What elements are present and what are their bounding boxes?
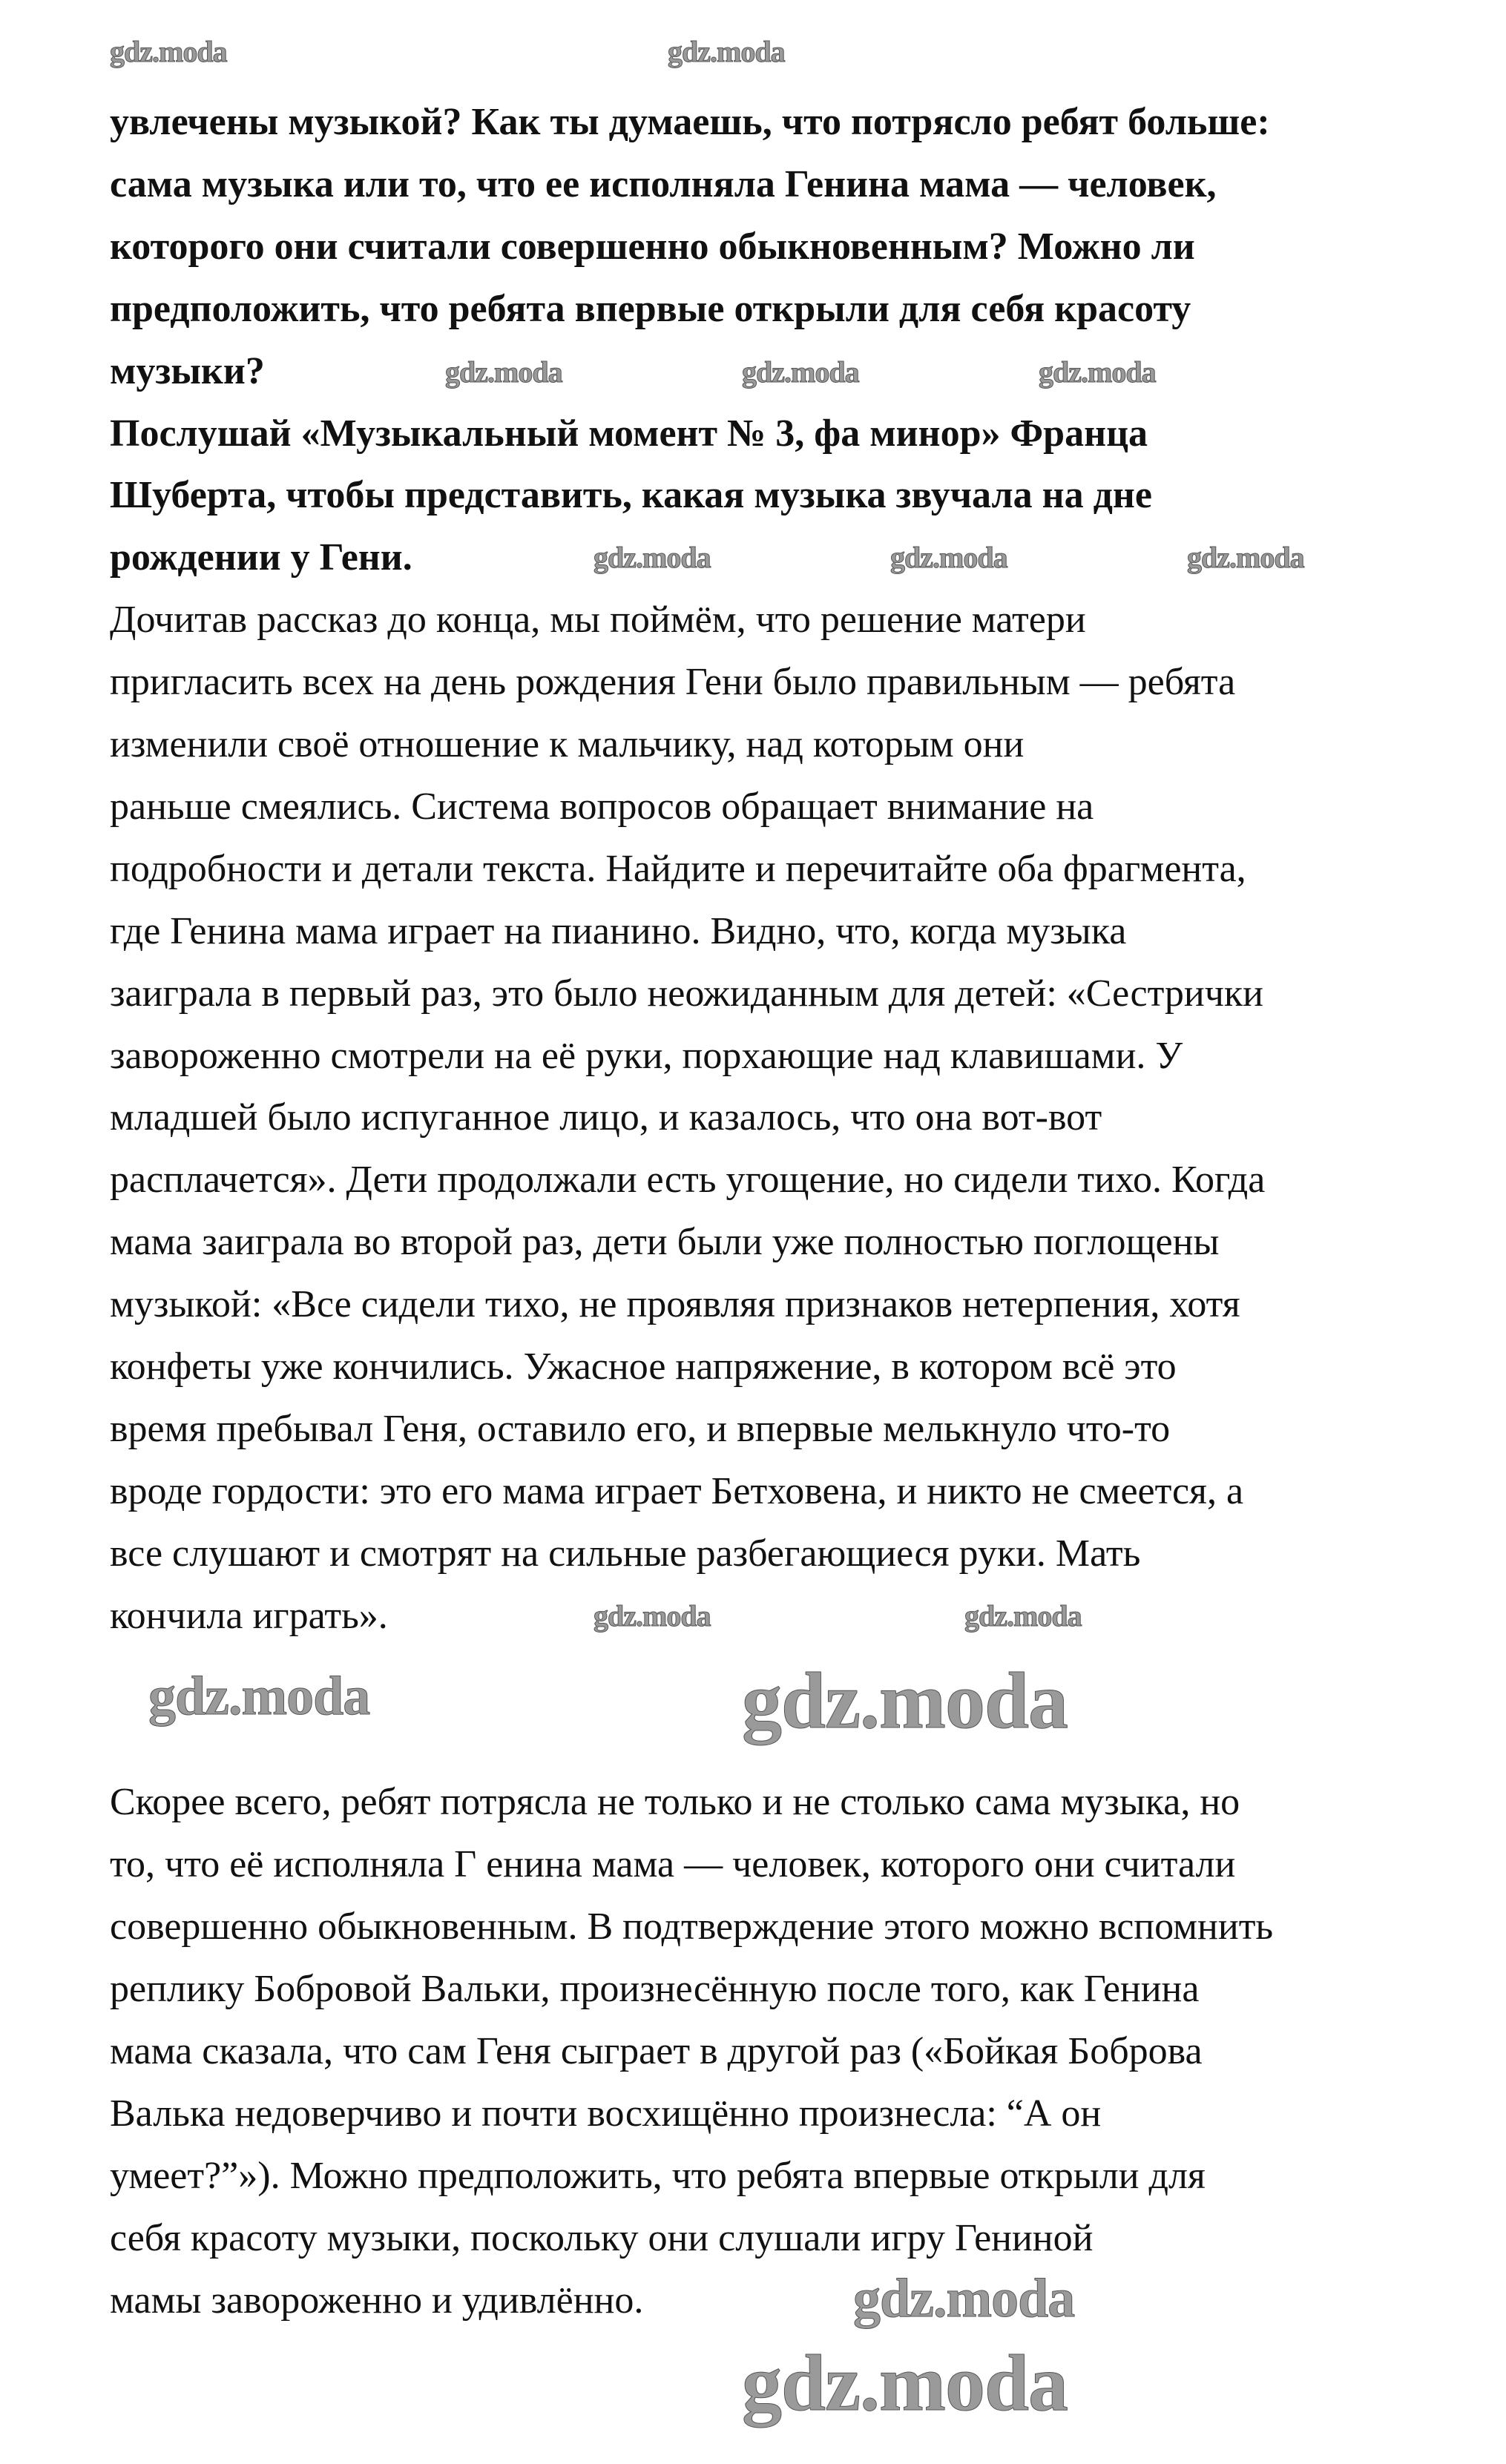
answer-p2-line: мамы завороженно и удивлённо. [110, 2279, 644, 2322]
watermark-logo: gdz.moda [668, 35, 785, 68]
watermark-logo: gdz.moda [853, 2268, 1075, 2329]
answer-p1-line: расплачется». Дети продолжали есть угощение, но сидели тихо. Когда [110, 1159, 1266, 1202]
answer-p1-line: раньше смеялись. Система вопросов обращает внимание на [110, 785, 1094, 828]
watermark-logo: gdz.moda [593, 1599, 711, 1633]
answer-p1-line: музыкой: «Все сидели тихо, не проявляя признаков нетерпения, хотя [110, 1283, 1240, 1326]
question-line: предположить, что ребята впервые открыли для себя красоту [110, 287, 1191, 330]
watermark-logo: gdz.moda [742, 2339, 1068, 2428]
answer-p1-line: младшей было испуганное лицо, и казалось, что она вот-вот [110, 1096, 1102, 1139]
answer-p1-line: Дочитав рассказ до конца, мы поймём, что решение матери [110, 599, 1086, 642]
answer-p1-line: подробности и детали текста. Найдите и перечитайте оба фрагмента, [110, 847, 1246, 890]
watermark-logo: gdz.moda [445, 355, 562, 389]
answer-p2-line: себя красоту музыки, поскольку они слушали игру Гениной [110, 2216, 1094, 2259]
answer-p2-line: мама сказала, что сам Геня сыграет в другой раз («Бойкая Боброва [110, 2029, 1203, 2072]
question-line: увлечены музыкой? Как ты думаешь, что потрясло ребят больше: [110, 101, 1270, 143]
answer-p2-line: умеет?”»). Можно предположить, что ребята впервые открыли для [110, 2154, 1206, 2197]
answer-p2-line: то, что её исполняла Г енина мама — человек, которого они считали [110, 1843, 1236, 1886]
watermark-logo: gdz.moda [148, 1666, 370, 1727]
answer-p2-line: совершенно обыкновенным. В подтверждение этого можно вспомнить [110, 1905, 1274, 1949]
watermark-logo: gdz.moda [890, 541, 1007, 574]
answer-p1-line: заиграла в первый раз, это было неожиданным для детей: «Сестрички [110, 972, 1263, 1015]
answer-p2-line: Валька недоверчиво и почти восхищённо произнесла: “А он [110, 2092, 1102, 2135]
watermark-logo: gdz.moda [1187, 541, 1304, 574]
answer-p1-line: мама заиграла во второй раз, дети были уже полностью поглощены [110, 1221, 1220, 1264]
answer-p1-line: завороженно смотрели на её руки, порхающие над клавишами. У [110, 1034, 1183, 1077]
watermark-logo: gdz.moda [742, 355, 859, 389]
watermark-logo: gdz.moda [964, 1599, 1082, 1633]
question-line: Послушай «Музыкальный момент № 3, фа минор» Франца [110, 412, 1148, 455]
answer-p1-line: пригласить всех на день рождения Гени было правильным — ребята [110, 661, 1236, 704]
question-line: музыки? [110, 349, 265, 392]
watermark-logo: gdz.moda [742, 1657, 1068, 1745]
question-line: сама музыка или то, что ее исполняла Генина мама — человек, [110, 162, 1217, 205]
answer-p1-line: изменили своё отношение к мальчику, над которым они [110, 723, 1025, 765]
answer-p1-line: конфеты уже кончились. Ужасное напряжение, в котором всё это [110, 1345, 1177, 1388]
answer-p1-line: где Генина мама играет на пианино. Видно, что, когда музыка [110, 909, 1127, 952]
watermark-logo: gdz.moda [110, 35, 227, 68]
question-line: Шуберта, чтобы представить, какая музыка звучала на дне [110, 474, 1152, 517]
question-line: рождении у Гени. [110, 536, 412, 579]
answer-p1-line: кончила играть». [110, 1594, 388, 1637]
answer-p1-line: все слушают и смотрят на сильные разбегающиеся руки. Мать [110, 1532, 1141, 1575]
question-line: которого они считали совершенно обыкновенным? Можно ли [110, 225, 1195, 268]
answer-p1-line: вроде гордости: это его мама играет Бетховена, и никто не смеется, а [110, 1469, 1244, 1512]
answer-p2-line: Скорее всего, ребят потрясла не только и не столько сама музыка, но [110, 1781, 1240, 1824]
answer-p1-line: время пребывал Геня, оставило его, и впервые мелькнуло что-то [110, 1407, 1171, 1450]
watermark-logo: gdz.moda [593, 541, 711, 574]
watermark-logo: gdz.moda [1039, 355, 1156, 389]
answer-p2-line: реплику Бобровой Вальки, произнесённую после того, как Генина [110, 1968, 1200, 2010]
